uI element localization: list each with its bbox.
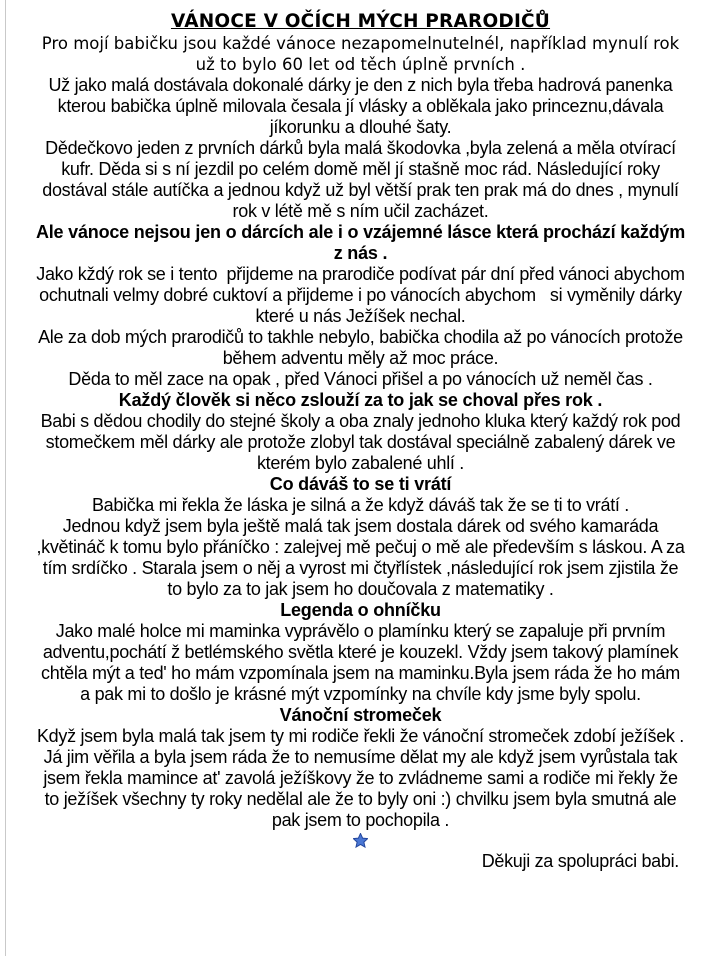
page-left-border: [5, 0, 6, 956]
paragraph-grandma-advent: Ale za dob mých prarodičů to takhle nebylo, babička chodila až po vánocích protože během adventu měly až moc práce.: [38, 327, 688, 368]
paragraph-grandpa-advent: Děda to měl zace na opak , před Vánoci přišel a po vánocích už neměl čas .: [68, 369, 653, 389]
star-icon: [353, 833, 368, 848]
document-title: VÁNOCE V OČÍCH MÝCH PRARODIČŮ: [170, 11, 551, 32]
section-heading-tree: Vánoční stromeček: [279, 705, 442, 725]
paragraph-grandpa-gifts: Dědečkovo jeden z prvních dárků byla malá škodovka ,byla zelená a měla otvírací kufr. Děda si s ní jezdil po celém domě měl jí stašně moc rád. Následující roky dostával stále autíčka a jednou když už byl větší prak ten prak má do dnes , mynulí rok v létě mě s ním učil zacházet.: [42, 138, 684, 221]
section-heading-give: Co dáváš to se ti vrátí: [269, 474, 452, 494]
paragraph-flame-legend: Jako malé holce mi maminka vyprávělo o plamínku který se zapaluje při prvním adventu,pochátí ž betlémského světla které je kouzekl. Vždy jsem takový plamínek chtěla mýt a ted' ho mám vzpomínala jsem na maminku.Byla jsem ráda že ho mám a pak mi to došlo je krásné mýt vzpomínky na chvíle kdy jsme byly spolu.: [41, 621, 685, 704]
section-heading-love: Ale vánoce nejsou jen o dárcích ale i o vzájemné lásce která prochází každým z nás .: [35, 222, 690, 263]
paragraph-dolls: Už jako malá dostávala dokonalé dárky je den z nich byla třeba hadrová panenka kterou babička úplně milovala česala jí vlásky a oblěkala jako princeznu,dávala jíkorunku a dlouhé šaty.: [48, 75, 678, 137]
paragraph-intro: Pro mojí babičku jsou každé vánoce nezapomelnutelnél, například mynulí rok už to bylo 60 let od těch úplně prvních .: [41, 34, 685, 74]
section-heading-flame: Legenda o ohníčku: [280, 600, 441, 620]
paragraph-visits: Jako kždý rok se i tento přijdeme na prarodiče podívat pár dní před vánoci abychom ochutnali velmy dobré cuktoví a přijdeme i po vánocích abychom si vyměnily dárky které u nás Ježíšek nechal.: [36, 264, 690, 326]
paragraph-tree-story: Když jsem byla malá tak jsem ty mi rodiče řekli že vánoční stromeček zdobí ježíšek . Já jim věřila a byla jsem ráda že to nemusíme dělat my ale když jsem vyrůstala tak jsem řekla mamince at' zavolá ježíškovy že to zvládneme sami a rodiče mi řekly že to ježíšek všechny ty roky nedělal ale že to byly oni :) chvilku jsem byla smutná ale pak jsem to pochopila .: [36, 726, 689, 830]
section-heading-deserve: Každý člověk si něco zslouží za to jak se choval přes rok .: [118, 390, 603, 410]
paragraph-flowerpot: Jednou když jsem byla ještě malá tak jsem dostala dárek od svého kamaráda ,květináč k tomu bylo přáníčko : zalejvej mě pečuj o mě ale především s láskou. A za tím srdíčko . Starala jsem o něj a vyrost mi čtyřlístek ,následující rok jsem zjistila že to bylo za to jak jsem ho doučovala z matematiky .: [36, 516, 690, 599]
star-row: [34, 831, 687, 851]
paragraph-coal-boy: Babi s dědou chodily do stejné školy a oba znaly jednoho kluka který každý rok pod stomečkem měl dárky ale protože zlobyl tak dostával speciálně zabalený dárek ve kterém bylo zabalené uhlí .: [40, 411, 686, 473]
paragraph-love-returns: Babička mi řekla že láska je silná a že když dáváš tak že se ti to vrátí .: [91, 495, 630, 515]
closing-note: Děkuji za spolupráci babi.: [481, 851, 679, 871]
